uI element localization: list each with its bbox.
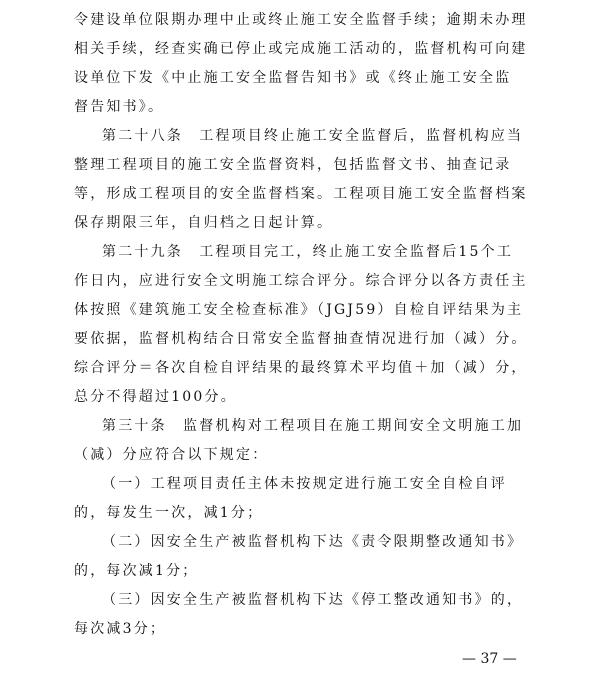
text-line: 作日内，应进行安全文明施工综合评分。综合评分以各方责任主 — [74, 273, 528, 289]
clause-3-line: （三）因安全生产被监督机构下达《停工整改通知书》的， — [102, 592, 524, 608]
text-line: 令建设单位限期办理中止或终止施工安全监督手续；逾期未办理 — [74, 12, 528, 28]
text-line: 综合评分＝各次自检自评结果的最终算术平均值＋加（减）分， — [74, 360, 528, 376]
text-line: 体按照《建筑施工安全检查标准》（JGJ59）自检自评结果为主 — [74, 302, 524, 318]
text-line: 每次减3分； — [74, 621, 167, 637]
clause-2-line: （二）因安全生产被监督机构下达《责令限期整改通知书》 — [102, 534, 524, 550]
text-line: （减）分应符合以下规定： — [74, 447, 269, 463]
text-line: 相关手续，经查实确已停止或完成施工活动的，监督机构可向建 — [74, 41, 528, 57]
text-line: 保存期限三年，自归档之日起计算。 — [74, 215, 334, 231]
text-line: 要依据，监督机构结合日常安全监督抽查情况进行加（减）分。 — [74, 331, 528, 347]
text-line: 的，每发生一次，减1分； — [74, 505, 264, 521]
text-line: 等，形成工程项目的安全监督档案。工程项目施工安全监督档案 — [74, 186, 528, 202]
text-line: 设单位下发《中止施工安全监督告知书》或《终止施工安全监 — [74, 70, 512, 86]
page-number: — 37 — — [462, 651, 517, 667]
text-line: 总分不得超过100分。 — [74, 389, 237, 405]
article-30-line: 第三十条 监督机构对工程项目在施工期间安全文明施工加 — [102, 418, 524, 434]
text-line: 整理工程项目的施工安全监督资料，包括监督文书、抽查记录 — [74, 157, 512, 173]
article-28-line: 第二十八条 工程项目终止施工安全监督后，监督机构应当 — [102, 128, 524, 144]
article-29-line: 第二十九条 工程项目完工，终止施工安全监督后15个工 — [102, 244, 514, 260]
text-line: 督告知书》。 — [74, 99, 165, 115]
text-line: 的，每次减1分； — [74, 563, 199, 579]
clause-1-line: （一）工程项目责任主体未按规定进行施工安全自检自评 — [102, 476, 507, 492]
